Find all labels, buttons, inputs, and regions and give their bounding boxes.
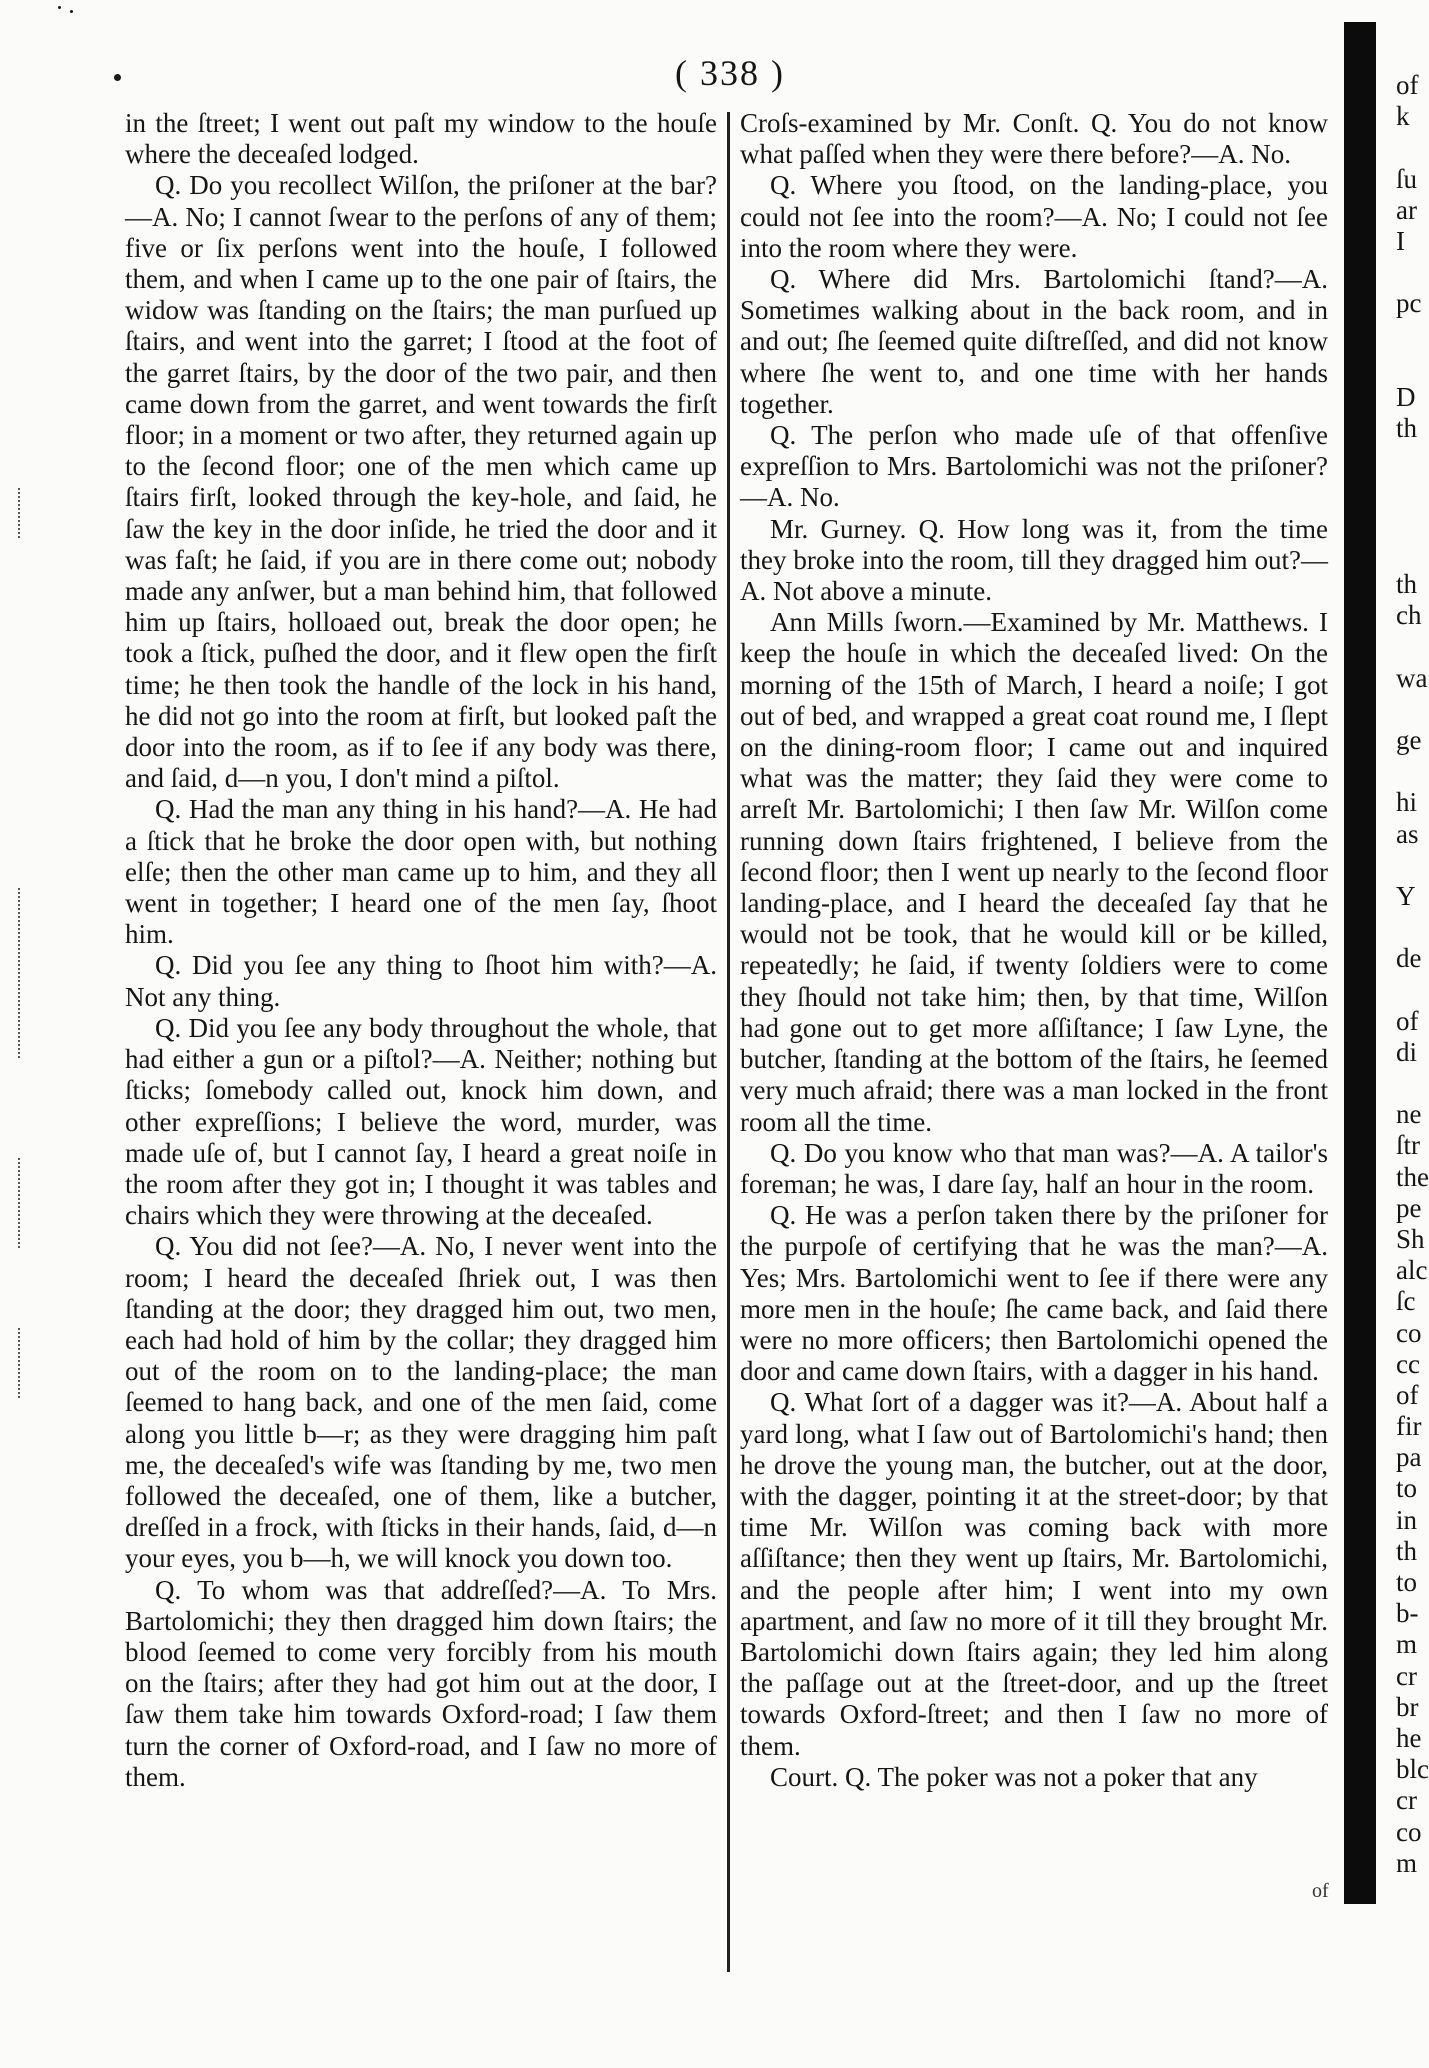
bleed-fragment: m [1396, 1629, 1418, 1660]
left-column [125, 108, 717, 1793]
bleed-fragment: in [1396, 1504, 1418, 1535]
paragraph: Mr. Gurney. Q. How long was it, from the time they broke into the room, till they dragged him out?—A. Not above a minute. [740, 513, 1328, 607]
paragraph: Q. Do you know who that man was?—A. A tailor's foreman; he was, I dare ſay, half an hour in the room. [740, 1137, 1328, 1199]
bleed-fragment: ſc [1396, 1286, 1416, 1317]
bleed-fragment [1396, 444, 1429, 475]
bleed-fragment [1396, 507, 1429, 538]
bleed-fragment: as [1396, 818, 1419, 849]
bleed-fragment [1396, 974, 1429, 1005]
bleed-fragment [1396, 475, 1429, 506]
ink-speck [70, 10, 73, 13]
paragraph: Q. He was a perſon taken there by the priſoner for the purpoſe of certifying that he was the man?—A. Yes; Mrs. Bartolomichi went to ſee if there were any more men in the houſe; ſhe came back, and ſaid there were no more officers; then Bartolomichi opened the door and came down ſtairs, with a dagger in his hand. [740, 1200, 1328, 1387]
margin-ink-marks [18, 488, 64, 538]
paragraph: Court. Q. The poker was not a poker that any [770, 1761, 1258, 1792]
bleed-fragment [1396, 351, 1429, 382]
bleed-fragment: di [1396, 1036, 1418, 1067]
bleed-fragment: hi [1396, 787, 1418, 818]
paragraph: Q. You did not ſee?—A. No, I never went into the room; I heard the deceaſed ſhriek out, I was then ſtanding at the door; they dragged him out, two men, each had hold of him by the collar; they dragged him out of the room on to the landing-place; the man ſeemed to hang back, and one of the men ſaid, come along you little b—r; as they were dragging him paſt me, the deceaſed's wife was ſtanding by me, two men followed the deceaſed, one of them, like a butcher, dreſſed in a frock, with ſticks in their hands, ſaid, d—n your eyes, you b—h, we will knock you down too. [125, 1231, 717, 1574]
bleed-fragment: to [1396, 1473, 1418, 1504]
paragraph: Q. Did you ſee any thing to ſhoot him with?—A. Not any thing. [125, 950, 717, 1012]
bleed-fragment: co [1396, 1816, 1422, 1847]
bleed-fragment: m [1396, 1847, 1418, 1878]
bleed-fragment: fir [1396, 1411, 1422, 1442]
bleed-fragment: b- [1396, 1598, 1419, 1629]
bleed-fragment: ch [1396, 600, 1422, 631]
bleed-fragment: cr [1396, 1785, 1417, 1816]
bleed-fragment: de [1396, 943, 1422, 974]
bleed-fragment: wa [1396, 662, 1428, 693]
catchword: of [1312, 1880, 1329, 1902]
bleed-fragment [1396, 257, 1429, 288]
paragraph: Q. To whom was that addreſſed?—A. To Mrs. Bartolomichi; they then dragged him down ſtairs; the blood ſeemed to come very forcibly from his mouth on the ſtairs; after they had got him out at the door, I ſaw them take him towards Oxford-road; I ſaw them turn the corner of Oxford-road, and I ſaw no more of them. [125, 1574, 717, 1792]
paragraph: Q. What ſort of a dagger was it?—A. About half a yard long, what I ſaw out of Bartolomichi's hand; then he drove the young man, the butcher, out at the door, with the dagger, pointing it at the street-door; by that time Mr. Wilſon was coming back with more aſſiſtance; then they went up ſtairs, Mr. Bartolomichi, and the people after him; I went into my own apartment, and ſaw no more of it till they brought Mr. Bartolomichi down ſtairs again; they led him along the paſſage out at the ſtreet-door, and up the ſtreet towards Oxford-ſtreet; and then I ſaw no more of them. [740, 1387, 1328, 1761]
bleed-fragment: ſu [1396, 163, 1418, 194]
bleed-fragment: th [1396, 1535, 1418, 1566]
bleed-fragment [1396, 320, 1429, 351]
bleed-fragment: pa [1396, 1442, 1422, 1473]
bleed-fragment: br [1396, 1691, 1419, 1722]
bleed-fragment: cr [1396, 1660, 1417, 1691]
bleed-fragment: blc [1396, 1754, 1429, 1785]
bleed-fragment [1396, 694, 1429, 725]
bleed-fragment: of [1396, 1379, 1419, 1410]
paragraph: Q. Do you recollect Wilſon, the priſoner at the bar?—A. No; I cannot ſwear to the perſons of any of them; five or ſix perſons went into the houſe, I followed them, and when I came up to the one pair of ſtairs, the widow was ſtanding on the ſtairs; the man purſued up ſtairs, and went into the garret; I ſtood at the foot of the garret ſtairs, by the door of the two pair, and then came down from the garret, and went towards the firſt floor; in a moment or two after, they returned again up to the ſecond floor; one of the men which came up ſtairs firſt, looked through the key-hole, and ſaid, he ſaw the key in the door inſide, he tried the door and it was faſt; he ſaid, if you are in there come out; nobody made any anſwer, but a man behind him, that followed him up ſtairs, holloaed out, break the door open; he took a ſtick, puſhed the door, and it flew open the firſt time; he then took the handle of the lock in his hand, he did not go into the room at firſt, but looked paſt the door into the room, as if to ſee if any body was there, and ſaid, d—n you, I don't mind a piſtol. [125, 170, 717, 794]
bleed-fragment [1396, 1068, 1429, 1099]
bleed-fragment: the [1396, 1161, 1429, 1192]
bleed-fragment: k [1396, 101, 1410, 132]
bleed-fragment: th [1396, 413, 1418, 444]
bleed-fragment: alc [1396, 1255, 1428, 1286]
paragraph: Q. Had the man any thing in his hand?—A. He had a ſtick that he broke the door open with, but nothing elſe; then the other man came up to him, and they all went in together; I heard one of the men ſay, ſhoot him. [125, 794, 717, 950]
bleed-fragment: to [1396, 1567, 1418, 1597]
bleed-fragment: ſtr [1396, 1130, 1420, 1161]
paragraph: Q. Did you ſee any body throughout the whole, that had either a gun or a piſtol?—A. Neither; nothing but ſticks; ſomebody called out, knock him down, and other expreſſions; I believe the word, murder, was made uſe of, but I cannot ſay, I heard a great noiſe in the room after they got in; I thought it was tables and chairs which they were throwing at the deceaſed. [125, 1012, 717, 1231]
bleed-fragment: pe [1396, 1192, 1422, 1223]
bleed-fragment: he [1396, 1722, 1422, 1753]
right-column [740, 108, 1328, 1793]
bleed-fragment [1396, 631, 1429, 662]
bleed-fragment: ge [1396, 724, 1422, 755]
bleed-fragment: Y [1396, 880, 1416, 911]
paragraph: in the ſtreet; I went out paſt my window to the houſe where the deceaſed lodged. [125, 108, 717, 170]
bleed-fragment: Sh [1396, 1223, 1425, 1254]
margin-ink-marks [18, 888, 64, 1058]
bleed-fragment: of [1396, 1005, 1419, 1036]
binding-edge-shadow [1344, 22, 1376, 1904]
column-divider [727, 112, 730, 1972]
bleed-fragment: pc [1396, 288, 1422, 319]
bleed-fragment [1396, 850, 1429, 881]
bleed-fragment: cc [1396, 1348, 1420, 1379]
bleed-fragment: co [1396, 1317, 1422, 1348]
bleed-fragment: ne [1396, 1099, 1422, 1130]
bleed-fragment: ar [1396, 194, 1417, 225]
bleed-fragment: I [1396, 225, 1405, 256]
ink-speck [114, 74, 121, 81]
bleed-fragment: D [1396, 381, 1416, 412]
margin-ink-marks [18, 1328, 64, 1398]
paragraph: Q. The perſon who made uſe of that offenſive expreſſion to Mrs. Bartolomichi was not the priſoner?—A. No. [740, 420, 1328, 513]
page-number: ( 338 ) [675, 53, 785, 93]
paragraph: Q. Where you ſtood, on the landing-place, you could not ſee into the room?—A. No; I could not ſee into the room where they were. [740, 170, 1328, 263]
paragraph: Q. Where did Mrs. Bartolomichi ſtand?—A. Sometimes walking about in the back room, and in and out; ſhe ſeemed quite diſtreſſed, and did not know where ſhe went to, and one time with her hands together. [740, 264, 1328, 419]
paragraph: Ann Mills ſworn.—Examined by Mr. Matthews. I keep the houſe in which the deceaſed lived: On the morning of the 15th of March, I heard a noiſe; I got out of bed, and wrapped a great coat round me, I ſlept on the dining-room floor; I came out and inquired what was the matter; they ſaid they were come to arreſt Mr. Bartolomichi; I then ſaw Mr. Wilſon come running down ſtairs frightened, I believe from the ſecond floor; then I went up nearly to the ſecond floor landing-place, and I heard the deceaſed ſay that he would not be took, that he would kill or be killed, repeatedly; he ſaid, if twenty ſoldiers were to come they ſhould not take him; then, by that time, Wilſon had gone out to get more aſſiſtance; I ſaw Lyne, the butcher, ſtanding at the bottom of the ſtairs, he ſeemed very much afraid; there was a man locked in the front room all the time. [740, 607, 1328, 1137]
bleed-fragment: of [1396, 70, 1419, 100]
bleed-fragment [1396, 132, 1429, 163]
margin-ink-marks [18, 1158, 64, 1248]
facing-page-bleed [1396, 70, 1429, 1879]
bleed-fragment [1396, 756, 1429, 787]
bleed-fragment: th [1396, 569, 1418, 599]
bleed-fragment [1396, 538, 1429, 569]
bleed-fragment [1396, 912, 1429, 943]
ink-speck [58, 6, 61, 9]
paragraph: Croſs-examined by Mr. Conſt. Q. You do not know what paſſed when they were there before?—A. No. [740, 108, 1328, 170]
